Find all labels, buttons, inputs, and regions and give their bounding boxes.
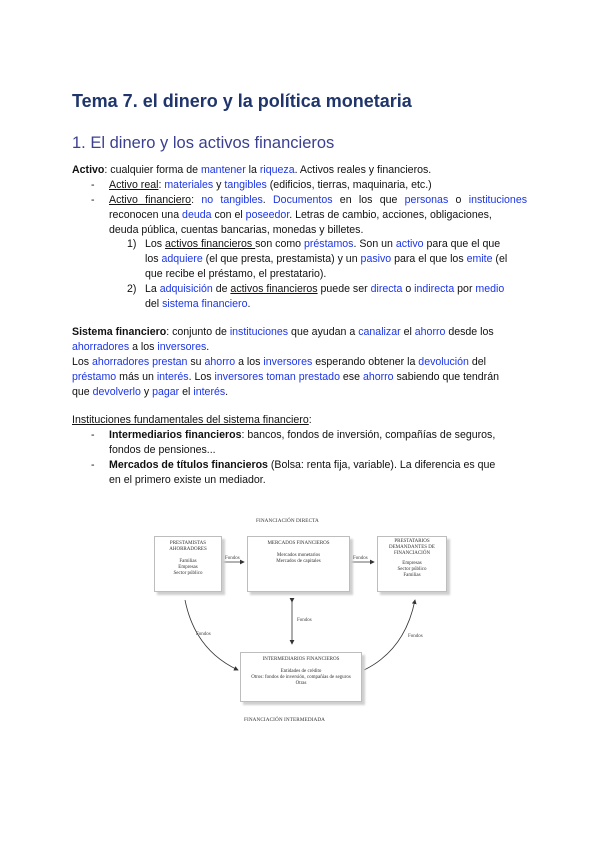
text: a los — [235, 356, 264, 368]
text: del — [468, 356, 487, 368]
text: . Los — [188, 371, 215, 383]
highlight-adquiere: adquiere — [161, 253, 203, 265]
text: a los — [129, 341, 158, 353]
highlight-sistema-financiero: sistema financiero — [162, 298, 248, 310]
highlight-indirecta: indirecta — [414, 283, 455, 295]
text: para que el que — [423, 238, 501, 250]
highlight-instituciones: instituciones — [229, 326, 289, 338]
intermediarios-line1 — [109, 428, 495, 443]
intermediarios-term: Intermediarios financieros — [109, 429, 242, 441]
item1-line1 — [145, 237, 500, 252]
box-line: Otros: fondos de inversión, compañías de seguros — [251, 675, 351, 680]
bullet-dash: - — [91, 179, 95, 191]
text: . — [262, 194, 274, 206]
activo-financiero-line1 — [109, 193, 527, 208]
text: . — [206, 341, 210, 353]
highlight-documentos: Documentos — [273, 194, 333, 206]
instituciones-heading — [72, 413, 312, 428]
highlight-adquisicion: adquisición — [159, 283, 213, 295]
activo-financiero-line3: deuda pública, cuentas bancarias, monedas y billetes. — [109, 224, 364, 236]
text: sabiendo que tendrán — [393, 371, 499, 383]
mercados-line1 — [109, 458, 495, 473]
text: más un — [116, 371, 157, 383]
highlight-personas: personas — [404, 194, 449, 206]
text: esperando obtener la — [312, 356, 419, 368]
label-fondos: Fondos — [196, 632, 211, 637]
intermediarios-line2: fondos de pensiones... — [109, 444, 216, 456]
text: y — [213, 179, 225, 191]
item2-line1 — [145, 282, 504, 297]
text: . Son un — [353, 238, 396, 250]
text: (Bolsa: renta fija, variable). La diferencia es que — [267, 459, 496, 471]
text: : cualquier forma de — [104, 164, 201, 176]
sistema-term: Sistema financiero — [72, 326, 167, 338]
box-title: MERCADOS FINANCIEROS — [267, 541, 330, 546]
text: ese — [339, 371, 363, 383]
text: o — [402, 283, 415, 295]
text: en los que — [332, 194, 405, 206]
box-prestamistas — [154, 536, 222, 592]
box-line: Mercados monetarios — [276, 553, 321, 558]
text: . — [225, 386, 229, 398]
box-line: Entidades de crédito — [280, 669, 322, 674]
box-title: PRESTATARIOS — [394, 539, 430, 544]
text: : — [158, 179, 165, 191]
highlight-materiales: materiales — [164, 179, 214, 191]
activo-term: Activo — [72, 164, 105, 176]
activo-real-term: Activo real — [109, 179, 159, 191]
highlight-inversores: inversores — [157, 341, 207, 353]
box-line: Otras — [295, 681, 307, 686]
highlight-tangibles: tangibles — [224, 179, 267, 191]
bullet-dash: - — [91, 429, 95, 441]
label-fondos: Fondos — [297, 618, 312, 623]
highlight-devolverlo: devolverlo — [92, 386, 141, 398]
text: el — [179, 386, 194, 398]
bullet-dash: - — [91, 459, 95, 471]
text: que ayudan a — [288, 326, 359, 338]
box-line: Empresas — [402, 561, 422, 566]
highlight-ahorradores-prestan: ahorradores prestan — [92, 356, 188, 368]
underlined-activos-financieros: activos financieros — [230, 283, 318, 295]
list-number-2: 2) — [127, 283, 137, 295]
arrow-curve-left — [185, 600, 238, 670]
text: Los — [72, 356, 93, 368]
highlight-prestamo: préstamo — [72, 371, 117, 383]
box-line: Familias — [403, 573, 421, 578]
text: Los — [145, 238, 166, 250]
highlight-ahorro: ahorro — [414, 326, 446, 338]
highlight-inversores: inversores — [263, 356, 313, 368]
highlight-deuda: deuda — [182, 209, 212, 221]
box-line: Sector público — [397, 567, 427, 572]
highlight-canalizar: canalizar — [358, 326, 401, 338]
highlight-poseedor: poseedor — [245, 209, 290, 221]
highlight-directa: directa — [370, 283, 403, 295]
text: : — [308, 414, 312, 426]
text: : bancos, fondos de inversión, compañías de seguros, — [241, 429, 496, 441]
highlight-pasivo: pasivo — [360, 253, 392, 265]
mercados-term: Mercados de títulos financieros — [109, 459, 268, 471]
highlight-interes: interés — [193, 386, 226, 398]
text: que — [72, 386, 93, 398]
text: el — [400, 326, 415, 338]
box-title: DEMANDANTES DE — [389, 545, 435, 550]
text: desde los — [445, 326, 494, 338]
label-financiacion-intermediada: FINANCIACIÓN INTERMEDIADA — [244, 717, 326, 723]
box-line: Empresas — [178, 565, 198, 570]
para2-line1 — [72, 355, 486, 370]
text: del — [145, 298, 163, 310]
instituciones-heading-text: Instituciones fundamentales del sistema financiero — [72, 414, 309, 426]
highlight-instituciones: instituciones — [468, 194, 528, 206]
box-line: Familias — [179, 559, 197, 564]
box-line: Mercados de capitales — [276, 559, 321, 564]
bullet-dash: - — [91, 194, 95, 206]
sistema-line1 — [72, 325, 494, 340]
activo-financiero-term: Activo financiero — [109, 194, 192, 206]
text: . Letras de cambio, acciones, obligaciones, — [289, 209, 492, 221]
box-mercados-financieros — [247, 536, 350, 592]
text: : conjunto de — [166, 326, 230, 338]
highlight-interes: interés — [156, 371, 189, 383]
text: La — [145, 283, 160, 295]
activo-real-line — [109, 178, 432, 193]
activo-financiero-line2 — [109, 208, 492, 223]
text: . — [247, 298, 251, 310]
section-heading: 1. El dinero y los activos financieros — [72, 134, 335, 152]
activo-definition — [72, 163, 431, 178]
text: para el que los — [391, 253, 467, 265]
underlined-activos-financieros: activos financieros — [165, 238, 256, 250]
text: o — [448, 194, 469, 206]
text: de — [212, 283, 231, 295]
highlight-medio: medio — [475, 283, 505, 295]
highlight-riqueza: riqueza — [259, 164, 295, 176]
box-prestatarios — [377, 536, 447, 592]
text: (el — [492, 253, 508, 265]
highlight-mantener: mantener — [200, 164, 246, 176]
text: y — [140, 386, 153, 398]
item2-line2 — [145, 297, 250, 312]
highlight-activo: activo — [395, 238, 424, 250]
para2-line2 — [72, 370, 499, 385]
box-title: PRESTAMISTAS — [169, 541, 207, 546]
text: la — [245, 164, 260, 176]
highlight-ahorro: ahorro — [204, 356, 236, 368]
text: los — [145, 253, 162, 265]
highlight-ahorro: ahorro — [362, 371, 394, 383]
box-intermediarios — [240, 652, 362, 702]
financing-diagram — [150, 510, 452, 728]
text: con el — [211, 209, 246, 221]
highlight-no-tangibles: no tangibles — [201, 194, 263, 206]
text: puede ser — [317, 283, 371, 295]
text: : — [191, 194, 202, 206]
box-title: INTERMEDIARIOS FINANCIEROS — [262, 657, 340, 662]
highlight-prestamos: préstamos — [304, 238, 354, 250]
box-line: Sector público — [173, 571, 203, 576]
highlight-inversores-toman-prestado: inversores toman prestado — [214, 371, 340, 383]
page-title: Tema 7. el dinero y la política monetaria — [72, 91, 412, 111]
sistema-line2 — [72, 340, 209, 355]
highlight-devolucion: devolución — [418, 356, 469, 368]
text: reconocen una — [109, 209, 183, 221]
highlight-ahorradores: ahorradores — [72, 341, 130, 353]
box-title: FINANCIACIÓN — [393, 551, 431, 556]
label-fondos: Fondos — [353, 556, 368, 561]
highlight-pagar: pagar — [152, 386, 180, 398]
text: . Activos reales y financieros. — [294, 164, 432, 176]
text: (edificios, tierras, maquinaria, etc.) — [266, 179, 432, 191]
label-financiacion-directa: FINANCIACIÓN DIRECTA — [256, 518, 319, 524]
box-title: AHORRADORES — [169, 547, 207, 552]
mercados-line2: en el primero existe un mediador. — [109, 474, 266, 486]
text: su — [187, 356, 205, 368]
item1-line3: que recibe el préstamo, el prestatario). — [145, 268, 327, 280]
list-number-1: 1) — [127, 238, 137, 250]
label-fondos: Fondos — [408, 634, 423, 639]
text: (el que presta, prestamista) y un — [202, 253, 361, 265]
text: por — [454, 283, 476, 295]
text: son como — [255, 238, 304, 250]
label-fondos: Fondos — [225, 556, 240, 561]
item1-line2 — [145, 252, 507, 267]
para2-line3 — [72, 385, 228, 400]
highlight-emite: emite — [466, 253, 493, 265]
